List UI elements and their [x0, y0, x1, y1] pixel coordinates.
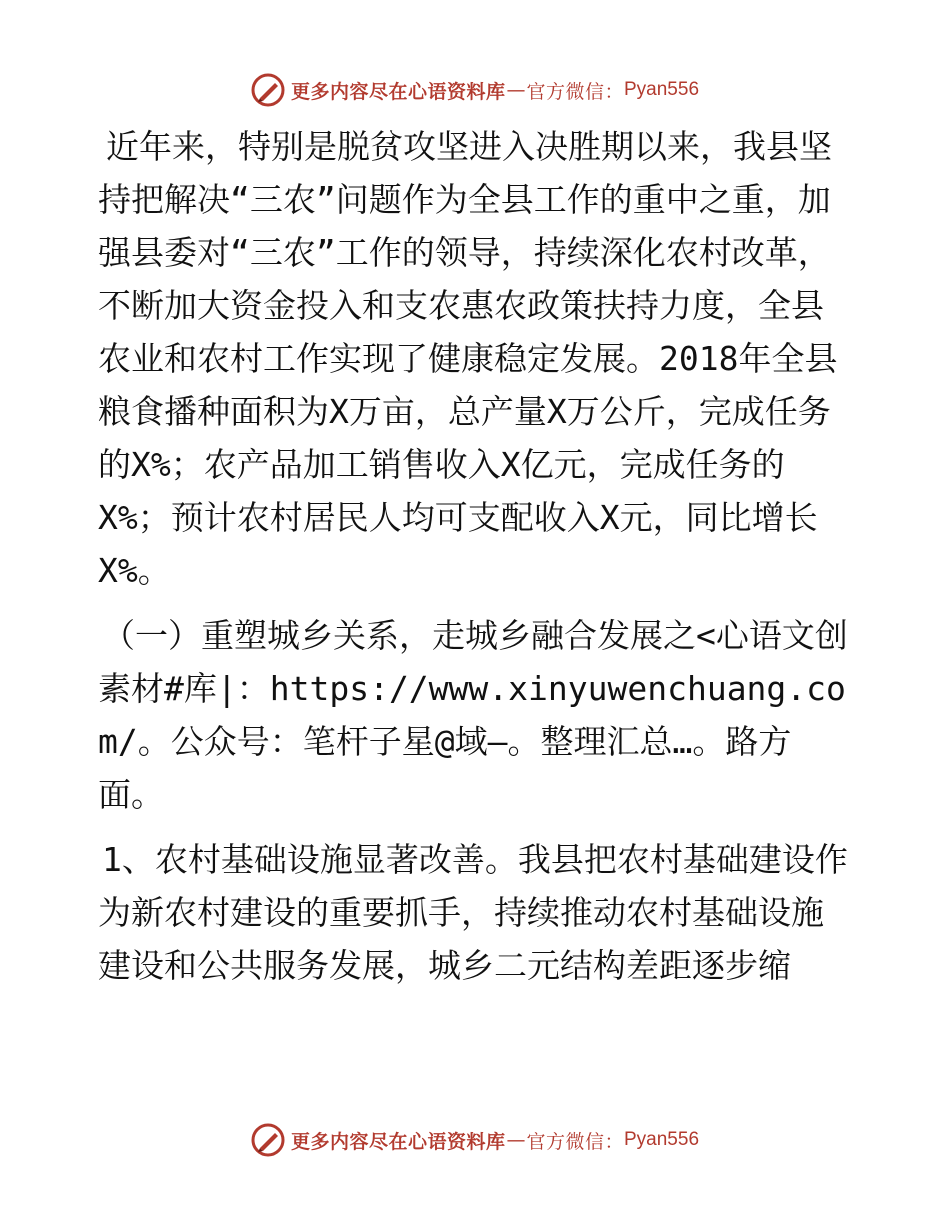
banner-wechat-label: 官方微信： [526, 1130, 624, 1153]
pen-logo-icon [251, 1123, 285, 1157]
paragraph-section-heading: （一）重塑城乡关系，走城乡融合发展之<心语文创素材#库|：https://www.xinyuwenchuang.com/。公众号：笔杆子星@域—。整理汇总…。路方面。 [98, 616, 848, 814]
document-body [98, 120, 848, 992]
banner-wechat-label: 官方微信： [526, 80, 624, 103]
footer-banner [0, 1120, 950, 1160]
banner-wechat-id: Pyan556 [624, 1129, 700, 1150]
paragraph-intro: 近年来，特别是脱贫攻坚进入决胜期以来，我县坚持把解决“三农”问题作为全县工作的重中之重，加强县委对“三农”工作的领导，持续深化农村改革，不断加大资金投入和支农惠农政策扶持力度，全县农业和农村工作实现了健康稳定发展。2018年全县粮食播种面积为X万亩，总产量X万公斤，完成任务的X%；农产品加工销售收入X亿元，完成任务的X%；预计农村居民人均可支配收入X元，同比增长X%。 [98, 127, 838, 590]
pen-logo-icon [251, 73, 285, 107]
banner-wechat-id: Pyan556 [624, 79, 700, 100]
banner-title: 更多内容尽在心语资料库 [290, 1130, 506, 1153]
banner-separator: — [506, 79, 526, 101]
paragraph-item-1: 1、农村基础设施显著改善。我县把农村基础建设作为新农村建设的重要抓手，持续推动农村基础设施建设和公共服务发展，城乡二元结构差距逐步缩 [98, 840, 848, 985]
banner-title: 更多内容尽在心语资料库 [290, 80, 506, 103]
banner-separator: — [506, 1129, 526, 1151]
header-banner [0, 70, 950, 110]
